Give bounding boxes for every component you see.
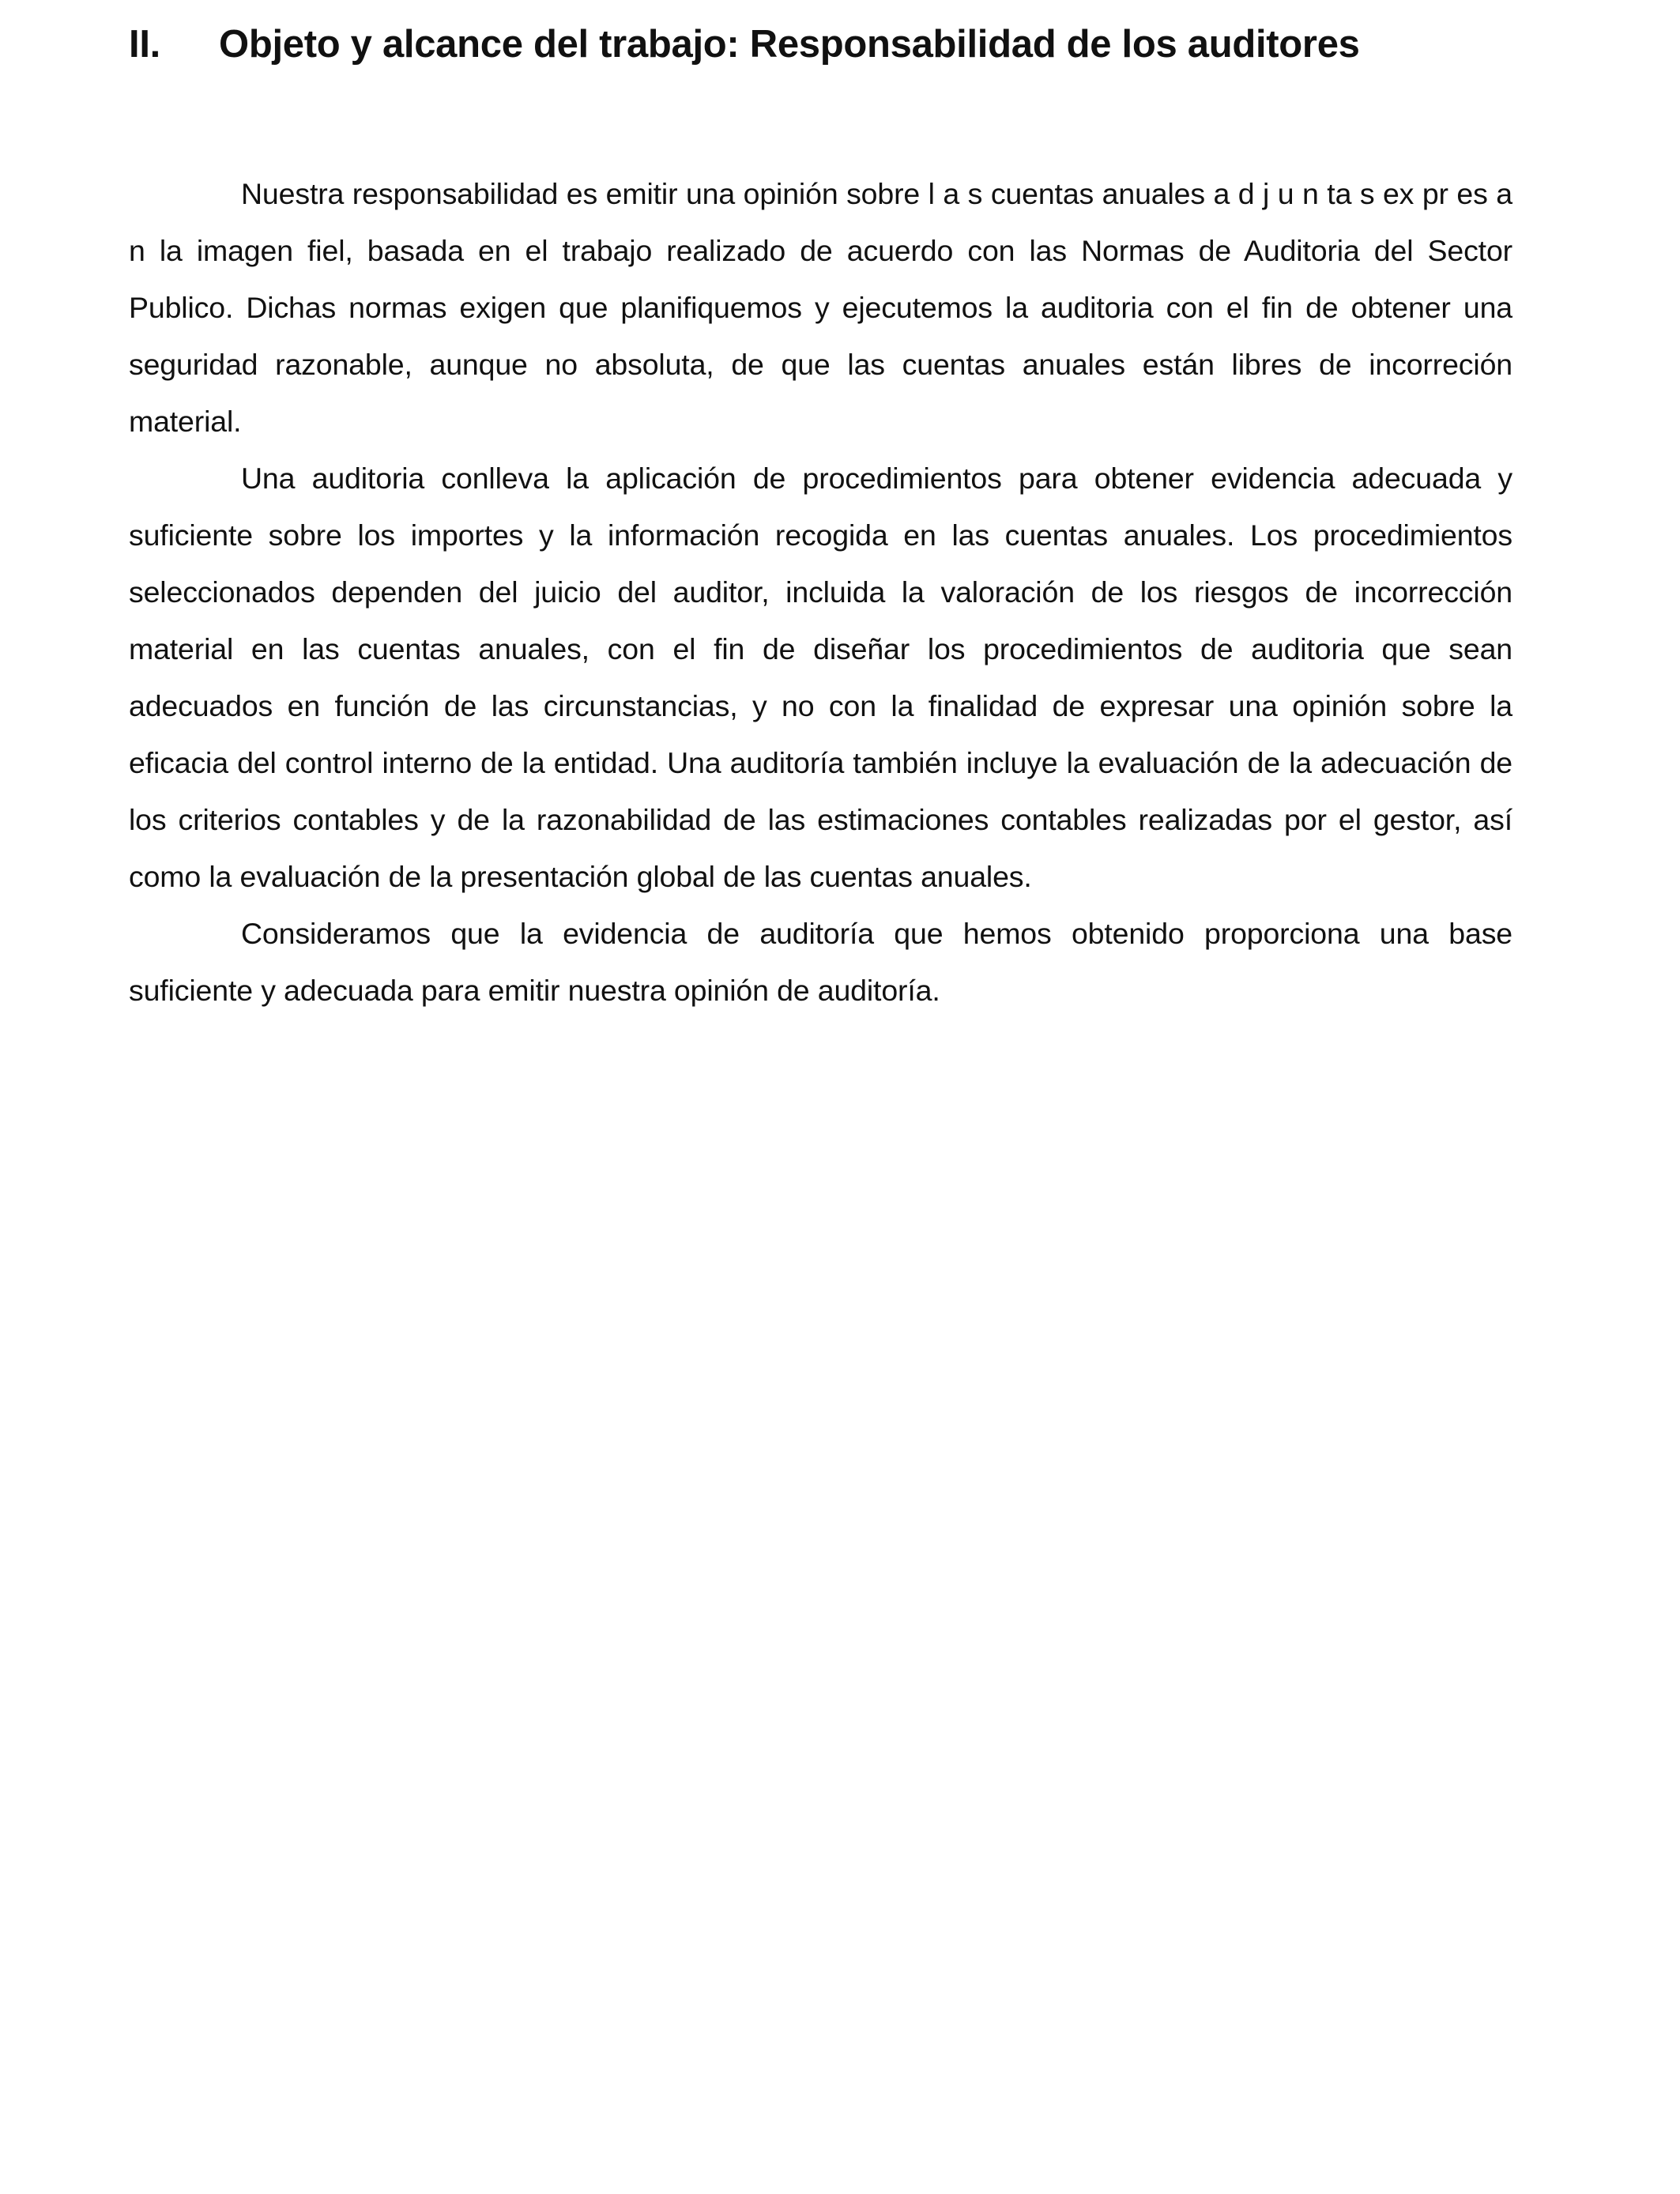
paragraph-responsibility: Nuestra responsabilidad es emitir una opinión sobre l a s cuentas anuales a d j u n ta s ex pr es a n la imagen fiel, basada en el trabajo realizado de acuerdo con las Normas de Auditoria del Sector Publico. Dichas normas exigen que planifiquemos y ejecutemos la auditoria con el fin de obtener una seguridad razonable, aunque no absoluta, de que las cuentas anuales están libres de incorreción material.: [129, 177, 1512, 438]
paragraph-audit-evidence: Consideramos que la evidencia de auditoría que hemos obtenido proporciona una base suficiente y adecuada para emitir nuestra opinión de auditoría.: [129, 917, 1512, 1007]
section-number: II.: [129, 23, 160, 66]
section-body: [129, 165, 1512, 1019]
section-heading: [129, 16, 1551, 73]
section-title: Objeto y alcance del trabajo: Responsabilidad de los auditores: [219, 23, 1360, 66]
paragraph-audit-procedures: Una auditoria conlleva la aplicación de procedimientos para obtener evidencia adecuada y suficiente sobre los importes y la información recogida en las cuentas anuales. Los procedimientos seleccionados dependen del juicio del auditor, incluida la valoración de los riesgos de incorrección material en las cuentas anuales, con el fin de diseñar los procedimientos de auditoria que sean adecuados en función de las circunstancias, y no con la finalidad de expresar una opinión sobre la eficacia del control interno de la entidad. Una auditoría también incluye la evaluación de la adecuación de los criterios contables y de la razonabilidad de las estimaciones contables realizadas por el gestor, así como la evaluación de la presentación global de las cuentas anuales.: [129, 462, 1512, 893]
